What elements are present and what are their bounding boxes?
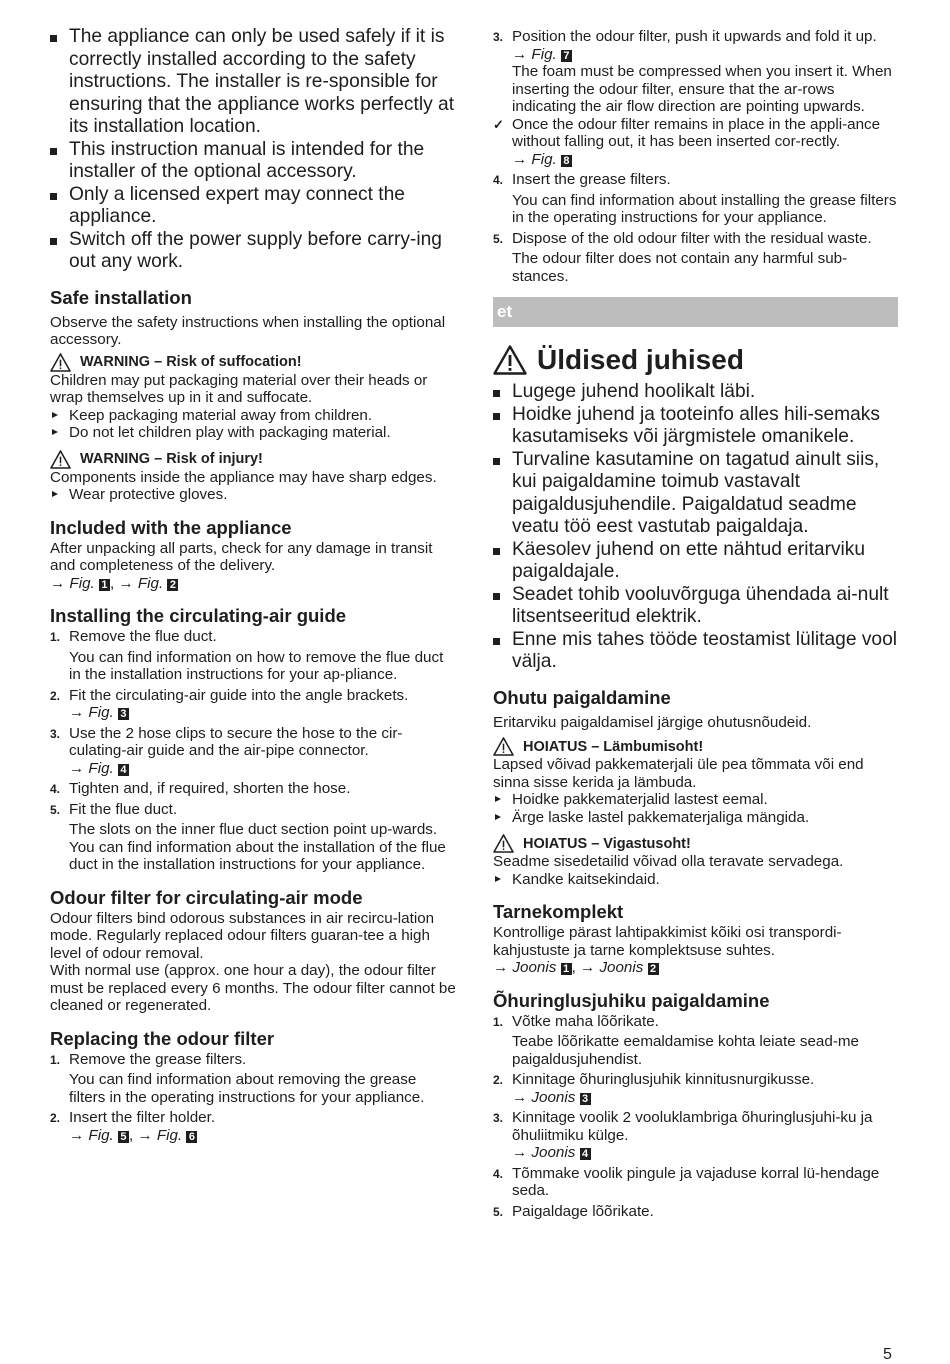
section-title-installing: Installing the circulating-air guide bbox=[50, 605, 347, 626]
list-item: Do not let children play with packaging material. bbox=[50, 424, 456, 442]
arrow-bullet-icon bbox=[52, 429, 58, 435]
warning-action-list bbox=[493, 871, 898, 889]
ohuringlusjuhik-steps bbox=[493, 1013, 898, 1221]
list-item: 1. Võtke maha lõõrikate. Teabe lõõrikatte eemaldamise kohta leiate sead-me paigaldusjuhendist. bbox=[493, 1012, 859, 1068]
warning-heading: WARNING – Risk of suffocation! bbox=[50, 353, 456, 372]
list-item: Seadet tohib vooluvõrguga ühendada ai-nult litsentseeritud elektrik. bbox=[493, 584, 898, 629]
language-bar: et bbox=[493, 297, 898, 327]
arrow-bullet-icon bbox=[495, 876, 501, 882]
checkmark-icon: ✓ bbox=[493, 116, 504, 132]
arrow-bullet-icon bbox=[52, 412, 58, 418]
bullet-square-icon bbox=[50, 35, 57, 42]
warning-text: Seadme sisedetailid võivad olla teravate servadega. bbox=[493, 853, 844, 870]
figure-reference: → Joonis 1 , → Joonis 2 bbox=[493, 959, 898, 977]
ohutu-text: Eritarviku paigaldamisel järgige ohutusnõudeid. bbox=[493, 713, 812, 731]
installing-steps bbox=[50, 628, 456, 874]
section-title-ohutu: Ohutu paigaldamine bbox=[493, 686, 671, 708]
replacing-steps bbox=[50, 1051, 456, 1145]
list-item: 3. Use the 2 hose clips to secure the hose to the cir-culating-air guide and the air-pipe connector. → Fig. 4 bbox=[50, 724, 403, 777]
warning-text: Lapsed võivad pakkematerjali üle pea tõmmata või end sinna sisse kerida ja lämbuda. bbox=[493, 756, 864, 791]
warning-text: Components inside the appliance may have sharp edges. bbox=[50, 468, 437, 486]
bullet-square-icon bbox=[50, 238, 57, 245]
list-item: 3. Position the odour filter, push it upwards and fold it up. → Fig. 7 The foam must be compressed when you insert it. When inserting the odour filter, ensure that the ar-rows indicating the air flow direction are pointing upwards. bbox=[493, 28, 892, 115]
list-item: 4. Tõmmake voolik pingule ja vajaduse korral lü-hendage seda. bbox=[493, 1164, 880, 1199]
list-item: 2. Kinnitage õhuringlusjuhik kinnitusnurgikusse. → Joonis 3 bbox=[493, 1071, 815, 1106]
section-title-included: Included with the appliance bbox=[50, 516, 292, 538]
safe-installation-text: Observe the safety instructions when installing the optional accessory. bbox=[50, 313, 446, 348]
warning-text: Children may put packaging material over their heads or wrap themselves up in it and suffocate. bbox=[50, 371, 428, 406]
arrow-bullet-icon bbox=[495, 814, 501, 820]
replacing-steps-final bbox=[493, 171, 898, 285]
bullet-square-icon bbox=[493, 413, 500, 420]
list-item: 5. Fit the flue duct. The slots on the inner flue duct section point up-wards. You can find information about the installation of the flue duct in the installation instructions for your appliance. bbox=[50, 800, 446, 873]
list-item: The appliance can only be used safely if it is correctly installed according to the safety instructions. The installer is re-sponsible for ensuring that the appliance works perfectly at its installation location. bbox=[50, 26, 456, 139]
replacing-steps-continued bbox=[493, 28, 898, 116]
warning-triangle-icon bbox=[493, 345, 527, 375]
bullet-square-icon bbox=[50, 193, 57, 200]
section-title-odour-filter: Odour filter for circulating-air mode bbox=[50, 886, 363, 908]
intro-bullet-list bbox=[50, 26, 456, 274]
tarnekomplekt-text: Kontrollige pärast lahtipakkimist kõiki osi transpordi-kahjustuste ja tarne komplektsuse suhtes. bbox=[493, 924, 842, 959]
warning-triangle-icon bbox=[493, 834, 514, 853]
list-item: Switch off the power supply before carry-ing out any work. bbox=[50, 229, 456, 274]
bullet-square-icon bbox=[493, 638, 500, 645]
bullet-square-icon bbox=[493, 548, 500, 555]
list-item: Keep packaging material away from children. bbox=[50, 407, 456, 425]
list-item: Turvaline kasutamine on tagatud ainult siis, kui paigaldamine toimub vastavalt paigaldusjuhendile. Paigaldatud seadme veatu töö eest vastutab paigaldaja. bbox=[493, 449, 898, 539]
odour-filter-text: Odour filters bind odorous substances in air recircu-lation mode. Regularly replaced odour filters guaran-tee a high level of odour removal. bbox=[50, 909, 435, 962]
warning-triangle-icon bbox=[493, 737, 514, 756]
odour-filter-text: With normal use (approx. one hour a day), the odour filter must be replaced every 6 months. The odour filter cannot be cleaned or regenerated. bbox=[50, 962, 456, 1014]
right-column bbox=[493, 28, 898, 1220]
list-item: Wear protective gloves. bbox=[50, 486, 456, 504]
list-item: 1. Remove the grease filters. You can find information about removing the grease filters in the operating instructions for your appliance. bbox=[50, 1050, 425, 1106]
warning-action-list bbox=[50, 486, 456, 504]
list-item: Only a licensed expert may connect the appliance. bbox=[50, 184, 456, 229]
general-bullet-list bbox=[493, 381, 898, 674]
warning-heading: HOIATUS – Lämbumisoht! bbox=[493, 737, 898, 756]
section-title-ohuringlusjuhik: Õhuringlusjuhiku paigaldamine bbox=[493, 989, 770, 1011]
bullet-square-icon bbox=[493, 593, 500, 600]
list-item: 3. Kinnitage voolik 2 vooluklambriga õhuringlusjuhi-ku ja õhuliitmiku külge. → Joonis 4 bbox=[493, 1109, 873, 1161]
list-item: 5. Paigaldage lõõrikate. bbox=[493, 1202, 654, 1220]
arrow-bullet-icon bbox=[495, 796, 501, 802]
bullet-square-icon bbox=[493, 458, 500, 465]
section-title-replacing: Replacing the odour filter bbox=[50, 1027, 275, 1049]
list-item: Kandke kaitsekindaid. bbox=[493, 871, 898, 889]
list-item: Lugege juhend hoolikalt läbi. bbox=[493, 381, 898, 404]
list-item: Enne mis tahes tööde teostamist lülitage vool välja. bbox=[493, 629, 898, 674]
list-item: 2. Insert the filter holder. → Fig. 5 , → Fig. 6 bbox=[50, 1109, 216, 1144]
list-item: This instruction manual is intended for the installer of the optional accessory. bbox=[50, 139, 456, 184]
included-text: After unpacking all parts, check for any damage in transit and completeness of the delivery. bbox=[50, 539, 433, 574]
list-item: 5. Dispose of the old odour filter with the residual waste. The odour filter does not contain any harmful sub-stances. bbox=[493, 229, 872, 285]
figure-reference: → Fig. 1 , → Fig. 2 bbox=[50, 575, 456, 593]
list-item: 1. Remove the flue duct. You can find information on how to remove the flue duct in the installation instructions for your ap-pliance. bbox=[50, 628, 444, 683]
warning-triangle-icon bbox=[50, 450, 71, 469]
list-item: Hoidke pakkematerjalid lastest eemal. bbox=[493, 791, 898, 809]
bullet-square-icon bbox=[50, 148, 57, 155]
warning-triangle-icon bbox=[50, 353, 71, 372]
warning-action-list bbox=[493, 791, 898, 826]
list-item: 4. Tighten and, if required, shorten the hose. bbox=[50, 780, 351, 797]
warning-action-list bbox=[50, 407, 456, 442]
arrow-bullet-icon bbox=[52, 491, 58, 497]
list-item: 2. Fit the circulating-air guide into the angle brackets. → Fig. 3 bbox=[50, 686, 409, 721]
list-item: Ärge laske lastel pakkematerjaliga mängida. bbox=[493, 809, 898, 827]
left-column bbox=[50, 26, 456, 1144]
warning-heading: HOIATUS – Vigastusoht! bbox=[493, 834, 898, 853]
section-title-safe-installation: Safe installation bbox=[50, 286, 192, 308]
list-item: Hoidke juhend ja tooteinfo alles hili-semaks kasutamiseks või järgmistele omanikele. bbox=[493, 404, 898, 449]
warning-heading: WARNING – Risk of injury! bbox=[50, 450, 456, 469]
list-item: Käesolev juhend on ette nähtud eritarviku paigaldajale. bbox=[493, 539, 898, 584]
page-number: 5 bbox=[883, 1346, 892, 1363]
page-title: Üldised juhised bbox=[493, 343, 898, 377]
list-item: 4. Insert the grease filters. You can find information about installing the grease filters in the operating instructions for your appliance. bbox=[493, 171, 897, 226]
section-title-tarnekomplekt: Tarnekomplekt bbox=[493, 901, 624, 922]
bullet-square-icon bbox=[493, 390, 500, 397]
check-result: ✓ Once the odour filter remains in place in the appli-ance without falling out, it has been inserted cor-rectly. → Fig. 8 bbox=[493, 115, 881, 168]
